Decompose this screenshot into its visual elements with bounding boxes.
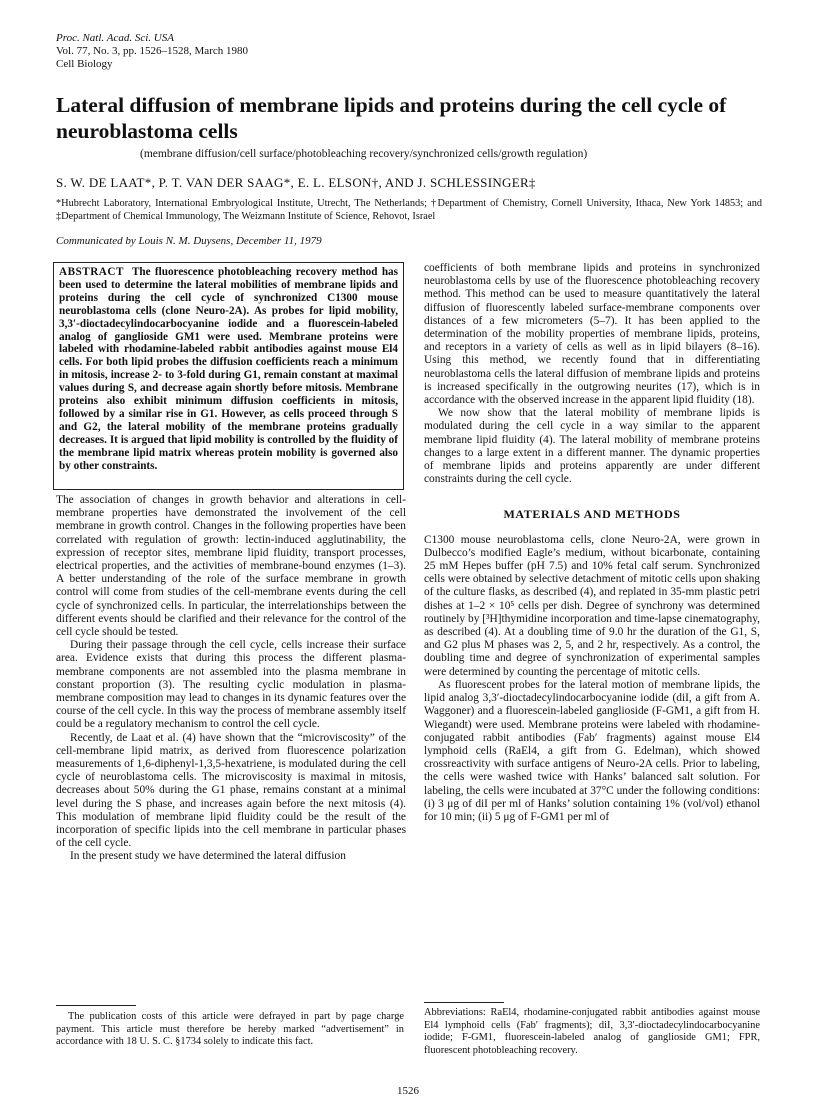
intro-paragraph-1: The association of changes in growth behavior and alterations in cell-membrane properties have demonstrated the involvement of the cell membrane in growth control. Changes in the following properties have been correlated with regulation of growth: lectin-induced agglutinability, the expression of receptor sites, membrane lipid fluidity, transport processes, electrical properties, and the activities of membrane-bound enzymes (1–3). A better understanding of the role of the surface membrane in growth control will come from studies of the cell-membrane events during the cell cycle of synchronized cells. In particular, the interrelationships between the different events should be clarified and their relevance for the control of the cell cycle should be tested. xyxy=(56,494,406,639)
left-column xyxy=(56,494,406,864)
intro-paragraph-4: In the present study we have determined the lateral diffusion xyxy=(70,850,346,863)
footnote-rule xyxy=(56,1005,136,1006)
footnote-left xyxy=(56,1011,404,1049)
journal-header xyxy=(56,32,248,71)
right-column xyxy=(424,262,760,824)
abbreviations: Abbreviations: RaEl4, rhodamine-conjugated rabbit antibodies against mouse El4 lymphoid cells (Fab′ fragments); diI, 3,3′-dioctadecylindocarbocyanine iodide; F-GM1, fluorescein-labeled analog of ganglioside GM1; FPR, fluorescent photobleaching recovery. xyxy=(424,1007,760,1056)
footnote-right xyxy=(424,1002,760,1057)
abstract-box xyxy=(53,262,404,490)
journal-name: Proc. Natl. Acad. Sci. USA xyxy=(56,32,174,44)
intro-paragraph-5: coefficients of both membrane lipids and proteins in synchronized neuroblastoma cells by use of the fluorescence photobleaching recovery method. This method can be used to measure quantitatively the lateral diffusion of fluorescently labeled surface-membrane components over distances of a few micrometers (5–7). It has been applied to the determination of the mobility properties of membrane lipids, proteins, and receptors in a variety of cells as well as in lipid bilayers (8–16). Using this method, we recently found that in differentiating neuroblastoma cells the lateral diffusion of membrane lipids and proteins is increased specifically in the outgrowing neurites (17), which is in accordance with the observed increase in the apparent lipid fluidity (18). xyxy=(424,262,760,407)
abstract-text: The fluorescence photobleaching recovery method has been used to determine the lateral mobilities of membrane lipids and proteins during the cell cycle of synchronized C1300 mouse neuroblastoma cells (clone Neuro-2A). As probes for lipid mobility, 3,3′-dioctadecylindocarbocyanine iodide and a fluorescein-labeled analog of ganglioside GM1 were used. Membrane proteins were labeled with rhodamine-labeled rabbit antibodies against mouse El4 cells. For both lipid probes the diffusion coefficients reach a minimum in mitosis, increase 2- to 3-fold during G1, remain constant at maximal values during S, and decrease again shortly before mitosis. Membrane proteins also exhibit minimum diffusion coefficients in mitosis, followed by a similar rise in G1. However, as cells proceed through S and G2, the lateral mobility of the membrane proteins gradually decreases. It is argued that lipid mobility is controlled by the fluidity of the membrane lipid matrix whereas protein mobility is governed also by other constraints. xyxy=(59,266,398,472)
affiliations: *Hubrecht Laboratory, International Embryological Institute, Utrecht, The Netherlands; †Department of Chemistry, Cornell University, Ithaca, New York 14853; and ‡Department of Chemical Immunology, The Weizmann Institute of Science, Rehovot, Israel xyxy=(56,198,762,222)
keywords: (membrane diffusion/cell surface/photobleaching recovery/synchronized cells/growth regulation) xyxy=(140,148,588,160)
methods-heading: MATERIALS AND METHODS xyxy=(503,507,681,522)
publication-cost-note: The publication costs of this article were defrayed in part by page charge payment. This article must therefore be hereby marked “advertisement” in accordance with 18 U. S. C. §1734 solely to indicate this fact. xyxy=(56,1011,404,1047)
intro-paragraph-6: We now show that the lateral mobility of membrane lipids is modulated during the cell cycle in a way similar to the apparent membrane lipid fluidity (4). The lateral mobility of membrane proteins changes to a large extent in a different manner. The dynamic properties of membrane lipids and proteins apparently are under different constraints during the cell cycle. xyxy=(424,407,760,486)
journal-volume: Vol. 77, No. 3, pp. 1526–1528, March 1980 xyxy=(56,45,248,57)
page-number: 1526 xyxy=(397,1085,419,1097)
authors: S. W. DE LAAT*, P. T. VAN DER SAAG*, E. L. ELSON†, AND J. SCHLESSINGER‡ xyxy=(56,175,536,190)
intro-paragraph-3: Recently, de Laat et al. (4) have shown that the “microviscosity” of the cell-membrane lipid matrix, as derived from fluorescence polarization measurements of 1,6-diphenyl-1,3,5-hexatriene, is modulated during the cell cycle of neuroblastoma cells. The microviscosity is maximal in mitosis, decreases about 50% during the G1 phase, remains constant at a minimal level during the S phase, and increases again before the next mitosis (4). This modulation of membrane lipid fluidity could be the result of the incorporation of specific lipids into the cell membrane in particular phases of the cell cycle. xyxy=(56,731,406,850)
journal-section: Cell Biology xyxy=(56,58,113,70)
communicated-by: Communicated by Louis N. M. Duysens, December 11, 1979 xyxy=(56,235,322,247)
abstract xyxy=(59,266,398,473)
methods-paragraph-2: As fluorescent probes for the lateral motion of membrane lipids, the lipid analog 3,3′-dioctadecylindocarbocyanine iodide (diI, a gift from A. Waggoner) and a fluorescein-labeled ganglioside (F-GM1, a gift from H. Wiegandt) were used. Membrane proteins were labeled with rhodamine-conjugated rabbit antibodies (Fab′ fragments) against mouse El4 lymphoid cells (RaEl4, a gift from G. Edelman), which showed crossreactivity with surface antigens of Neuro-2A cells. Prior to labeling, the cells were washed twice with Hanks’ balanced salt solution. For labeling, the cells were incubated at 37°C under the following conditions: (i) 3 μg of diI per ml of Hanks’ solution containing 1% (vol/vol) ethanol for 10 min; (ii) 5 μg of F-GM1 per ml of xyxy=(424,678,760,823)
intro-paragraph-2: During their passage through the cell cycle, cells increase their surface area. Evidence exists that during this process the different plasma-membrane components are not assembled into the plasma membrane in constant proportion (3). The resulting cyclic modulation in plasma-membrane composition may lead to changes in its dynamic features over the course of the cell cycle. In this way the process of membrane assembly itself could be a regulatory mechanism to control the cell cycle. xyxy=(56,639,406,731)
methods-paragraph-1: C1300 mouse neuroblastoma cells, clone Neuro-2A, were grown in Dulbecco’s modified Eagle’s medium, without bicarbonate, containing 25 mM Hepes buffer (pH 7.5) and 10% fetal calf serum. Synchronized cells were obtained by selective detachment of mitotic cells upon shaking of the culture flasks, as described (4), and replated in 35-mm plastic petri dishes at 1–2 × 10⁵ cells per dish. Degree of synchrony was determined routinely by [³H]thymidine incorporation and time-lapse cinematography, as described (4). At a doubling time of 9.0 hr the duration of the G1, S, and G2 plus M phases was 2, 5, and 2 hr, respectively. As a control, the doubling time and degree of synchronization of experimental samples were determined by counting the percentage of mitotic cells. xyxy=(424,533,760,678)
abstract-label: ABSTRACT xyxy=(59,266,124,278)
article-title: Lateral diffusion of membrane lipids and proteins during the cell cycle of neuroblastoma cells xyxy=(56,93,727,143)
abbreviations-rule xyxy=(424,1002,504,1003)
